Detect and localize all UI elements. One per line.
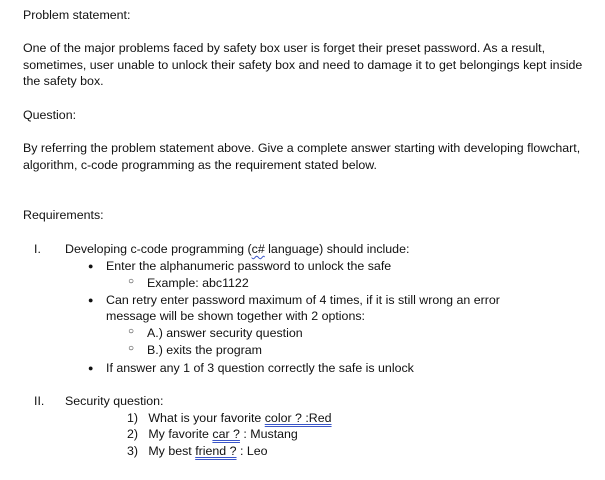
item-number: 3) (127, 444, 139, 458)
grammar-flag: color ? :Red (264, 411, 332, 425)
req1-option-b: B.) exits the program (147, 343, 263, 357)
question-heading: Question: (23, 108, 77, 122)
req1-bullet2-line1: Can retry enter password maximum of 4 times, if it is still wrong an error (106, 293, 500, 307)
problem-paragraph: One of the major problems faced by safety box user is forget their preset password. As a result, sometimes, user unable to unlock their safety box and need to damage it to get belongings kept inside the safety box. (23, 41, 583, 89)
req1-bullet3: If answer any 1 of 3 question correctly the safe is unlock (106, 361, 414, 375)
item-text: What is your favorite (148, 411, 265, 425)
problem-heading: Problem statement: (23, 8, 131, 22)
item-answer: : Mustang (239, 427, 298, 441)
hollow-bullet-icon: ○ (128, 276, 135, 287)
req2-numeral: II. (34, 394, 45, 408)
hollow-bullet-icon: ○ (128, 326, 135, 337)
requirements-heading: Requirements: (23, 208, 104, 222)
req1-numeral: I. (34, 242, 41, 256)
item-text: My favorite (148, 427, 213, 441)
grammar-flag: car ? (212, 427, 240, 441)
grammar-flag: friend ? (195, 444, 237, 458)
security-question-item (127, 443, 268, 460)
bullet-dot-icon: ● (88, 261, 94, 271)
req1-title-after: language) should include: (264, 242, 410, 256)
item-text: My best (148, 444, 196, 458)
question-paragraph: By referring the problem statement above. Give a complete answer starting with developing flowchart, algorithm, c-code programming as the requirement stated below. (23, 141, 581, 172)
hollow-bullet-icon: ○ (128, 343, 135, 354)
bullet-dot-icon: ● (88, 363, 94, 373)
req2-title: Security question: (65, 394, 164, 408)
item-number: 1) (127, 411, 139, 425)
req1-title (65, 241, 409, 258)
req1-option-a: A.) answer security question (147, 326, 303, 340)
security-question-item (127, 410, 332, 427)
req1-title-before: Developing c-code programming ( (65, 242, 252, 256)
spelling-flag-csharp: c# (251, 242, 265, 256)
security-question-item (127, 426, 298, 443)
item-answer: : Leo (236, 444, 268, 458)
req1-bullet1-example: Example: abc1122 (147, 276, 249, 290)
req1-bullet2-line2: message will be shown together with 2 options: (106, 309, 365, 323)
bullet-dot-icon: ● (88, 295, 94, 305)
item-number: 2) (127, 427, 139, 441)
req1-bullet1: Enter the alphanumeric password to unlock the safe (106, 259, 392, 273)
